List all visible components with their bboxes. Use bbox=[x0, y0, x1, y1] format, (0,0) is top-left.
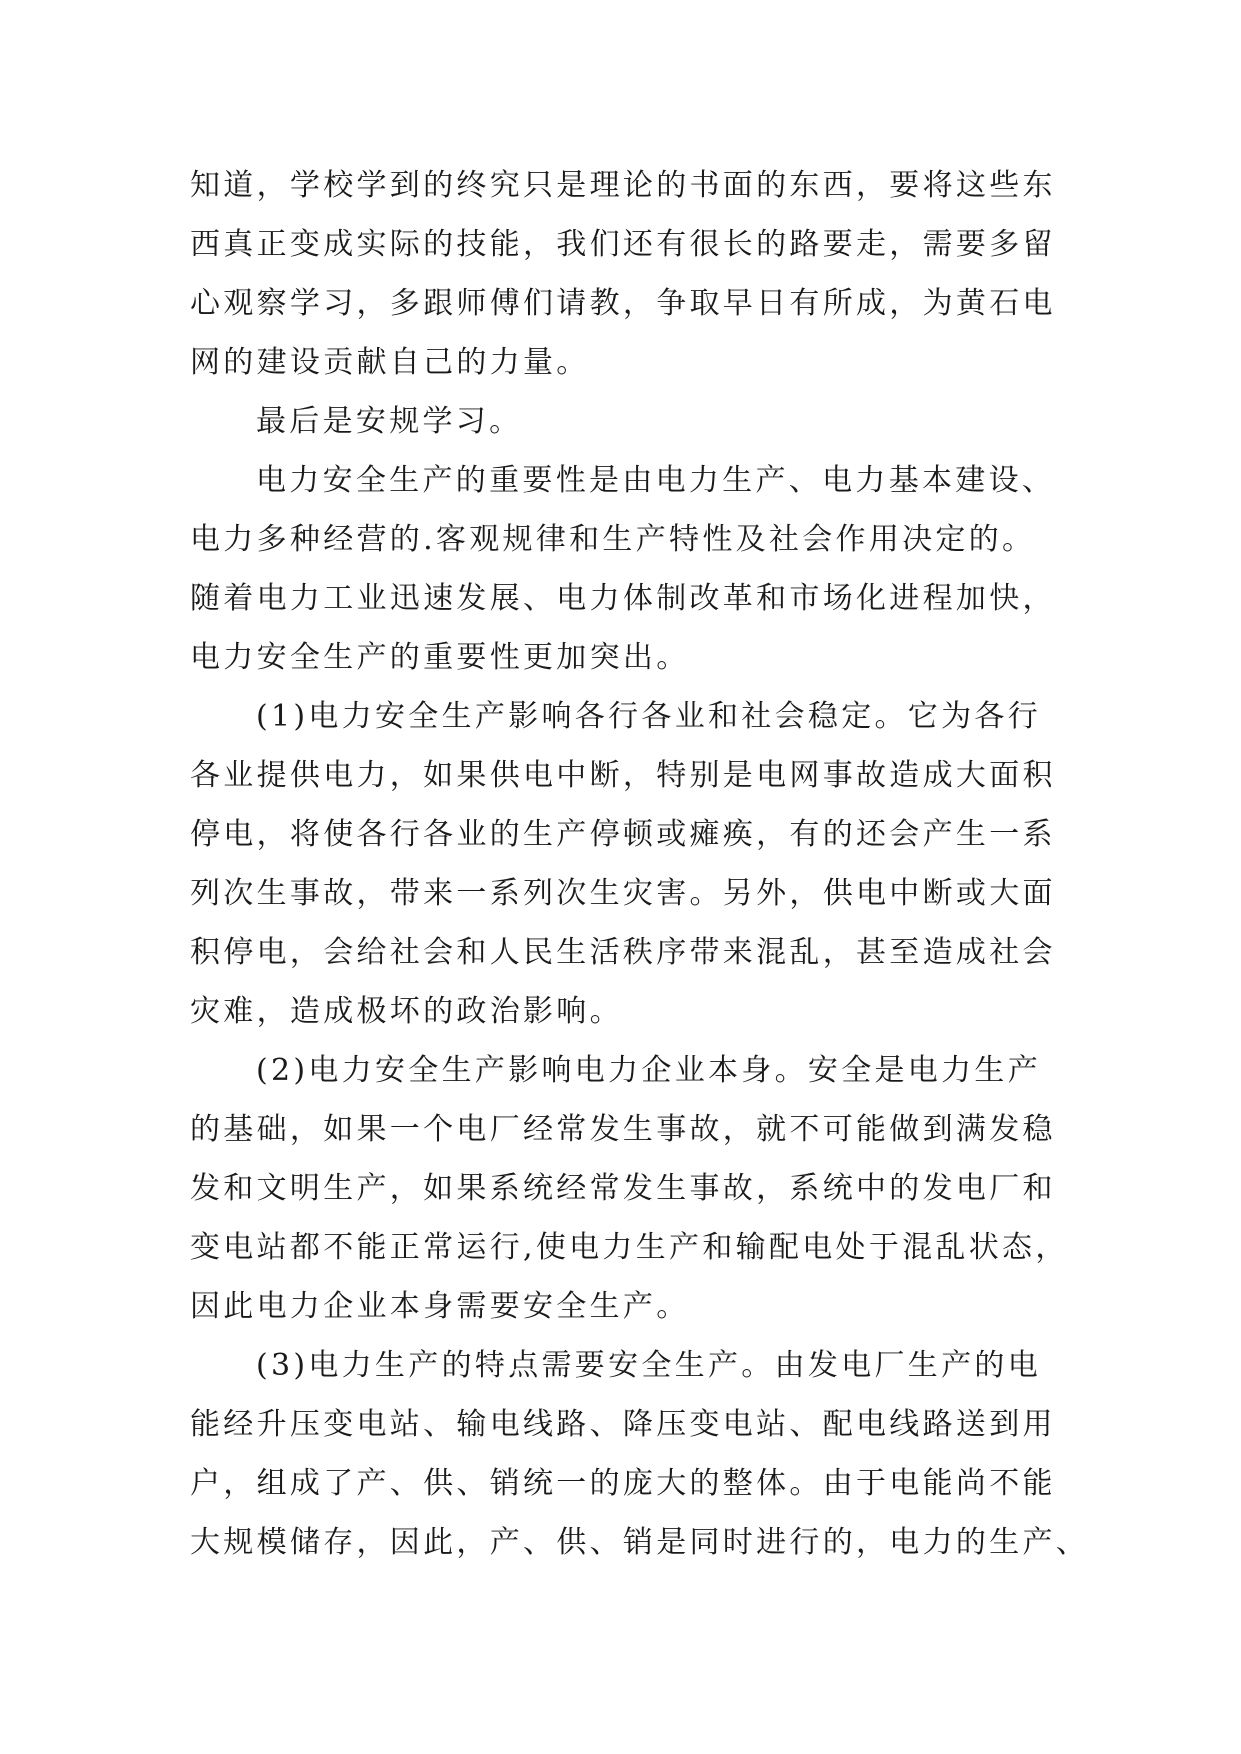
text-line: 大规模储存，因此，产、供、销是同时进行的，电力的生产、 bbox=[190, 1525, 1090, 1560]
body-text bbox=[190, 156, 1090, 1572]
text-line: 随着电力工业迅速发展、电力体制改革和市场化进程加快， bbox=[190, 581, 1056, 616]
paragraph-first-line: (1)电力安全生产影响各行各业和社会稳定。它为各行 bbox=[256, 699, 1041, 734]
text-line: 电力安全生产的重要性更加突出。 bbox=[190, 640, 690, 675]
text-line: 发和文明生产，如果系统经常发生事故，系统中的发电厂和 bbox=[190, 1171, 1056, 1206]
text-line: 电力多种经营的.客观规律和生产特性及社会作用决定的。 bbox=[190, 522, 1036, 557]
text-line: 户，组成了产、供、销统一的庞大的整体。由于电能尚不能 bbox=[190, 1466, 1056, 1501]
paragraph-first-line: (3)电力生产的特点需要安全生产。由发电厂生产的电 bbox=[256, 1348, 1041, 1383]
text-line: 知道，学校学到的终究只是理论的书面的东西，要将这些东 bbox=[190, 168, 1056, 203]
text-line: 西真正变成实际的技能，我们还有很长的路要走，需要多留 bbox=[190, 227, 1056, 262]
text-line: 各业提供电力，如果供电中断，特别是电网事故造成大面积 bbox=[190, 758, 1056, 793]
paragraph-first-line: 最后是安规学习。 bbox=[256, 404, 523, 439]
text-line: 网的建设贡献自己的力量。 bbox=[190, 345, 590, 380]
text-line: 能经升压变电站、输电线路、降压变电站、配电线路送到用 bbox=[190, 1407, 1056, 1442]
text-line: 心观察学习，多跟师傅们请教，争取早日有所成，为黄石电 bbox=[190, 286, 1056, 321]
text-line: 列次生事故，带来一系列次生灾害。另外，供电中断或大面 bbox=[190, 876, 1056, 911]
paragraph-first-line: (2)电力安全生产影响电力企业本身。安全是电力生产 bbox=[256, 1053, 1041, 1088]
text-line: 变电站都不能正常运行,使电力生产和输配电处于混乱状态， bbox=[190, 1230, 1069, 1265]
text-line: 的基础，如果一个电厂经常发生事故，就不可能做到满发稳 bbox=[190, 1112, 1056, 1147]
paragraph-first-line: 电力安全生产的重要性是由电力生产、电力基本建设、 bbox=[256, 463, 1056, 498]
text-line: 因此电力企业本身需要安全生产。 bbox=[190, 1289, 690, 1324]
text-line: 灾难，造成极坏的政治影响。 bbox=[190, 994, 623, 1029]
text-line: 积停电，会给社会和人民生活秩序带来混乱，甚至造成社会 bbox=[190, 935, 1056, 970]
text-line: 停电，将使各行各业的生产停顿或瘫痪，有的还会产生一系 bbox=[190, 817, 1056, 852]
